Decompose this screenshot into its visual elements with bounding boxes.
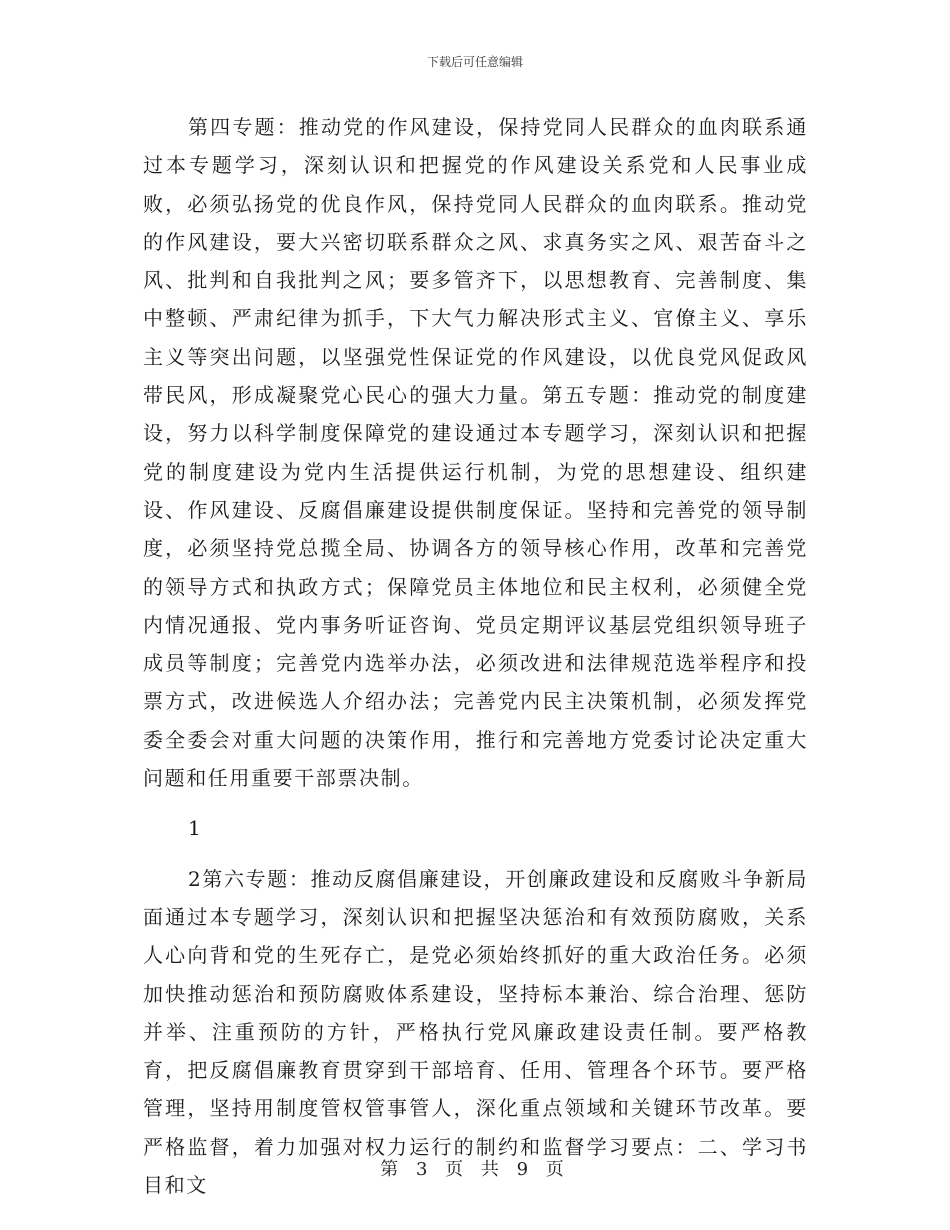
inline-page-number: 1 [188,816,201,841]
header-note: 下载后可任意编辑 [426,55,523,69]
paragraph-2: 2第六专题：推动反腐倡廉建设，开创廉政建设和反腐败斗争新局面通过本专题学习，深刻认识和把握坚决惩治和有效预防腐败，关系人心向背和党的生死存亡，是党必须始终抓好的重大政治任务。必须加快推动惩治和预防腐败体系建设，坚持标本兼治、综合治理、惩防并举、注重预防的方针，严格执行党风廉政建设责任制。要严格教育，把反腐倡廉教育贯穿到干部培育、任用、管理各个环节。要严格管理，坚持用制度管权管事管人，深化重点领域和关键环节改革。要严格监督，着力加强对权力运行的制约和监督学习要点：二、学习书目和文 [143,866,808,1198]
page-footer: 第 3 页 共 9 页 [380,1159,570,1180]
document-body [143,108,808,1204]
paragraph-1: 第四专题：推动党的作风建设，保持党同人民群众的血肉联系通过本专题学习，深刻认识和把握党的作风建设关系党和人民事业成败，必须弘扬党的优良作风，保持党同人民群众的血肉联系。推动党的作风建设，要大兴密切联系群众之风、求真务实之风、艰苦奋斗之风、批判和自我批判之风；要多管齐下，以思想教育、完善制度、集中整顿、严肃纪律为抓手，下大气力解决形式主义、官僚主义、享乐主义等突出问题，以坚强党性保证党的作风建设，以优良党风促政风带民风，形成凝聚党心民心的强大力量。第五专题：推动党的制度建设，努力以科学制度保障党的建设通过本专题学习，深刻认识和把握党的制度建设为党内生活提供运行机制，为党的思想建设、组织建设、作风建设、反腐倡廉建设提供制度保证。坚持和完善党的领导制度，必须坚持党总揽全局、协调各方的领导核心作用，改革和完善党的领导方式和执政方式；保障党员主体地位和民主权利，必须健全党内情况通报、党内事务听证咨询、党员定期评议基层党组织领导班子成员等制度；完善党内选举办法，必须改进和法律规范选举程序和投票方式，改进候选人介绍办法；完善党内民主决策机制，必须发挥党委全委会对重大问题的决策作用，推行和完善地方党委讨论决定重大问题和任用重要干部票决制。 [143,115,808,791]
